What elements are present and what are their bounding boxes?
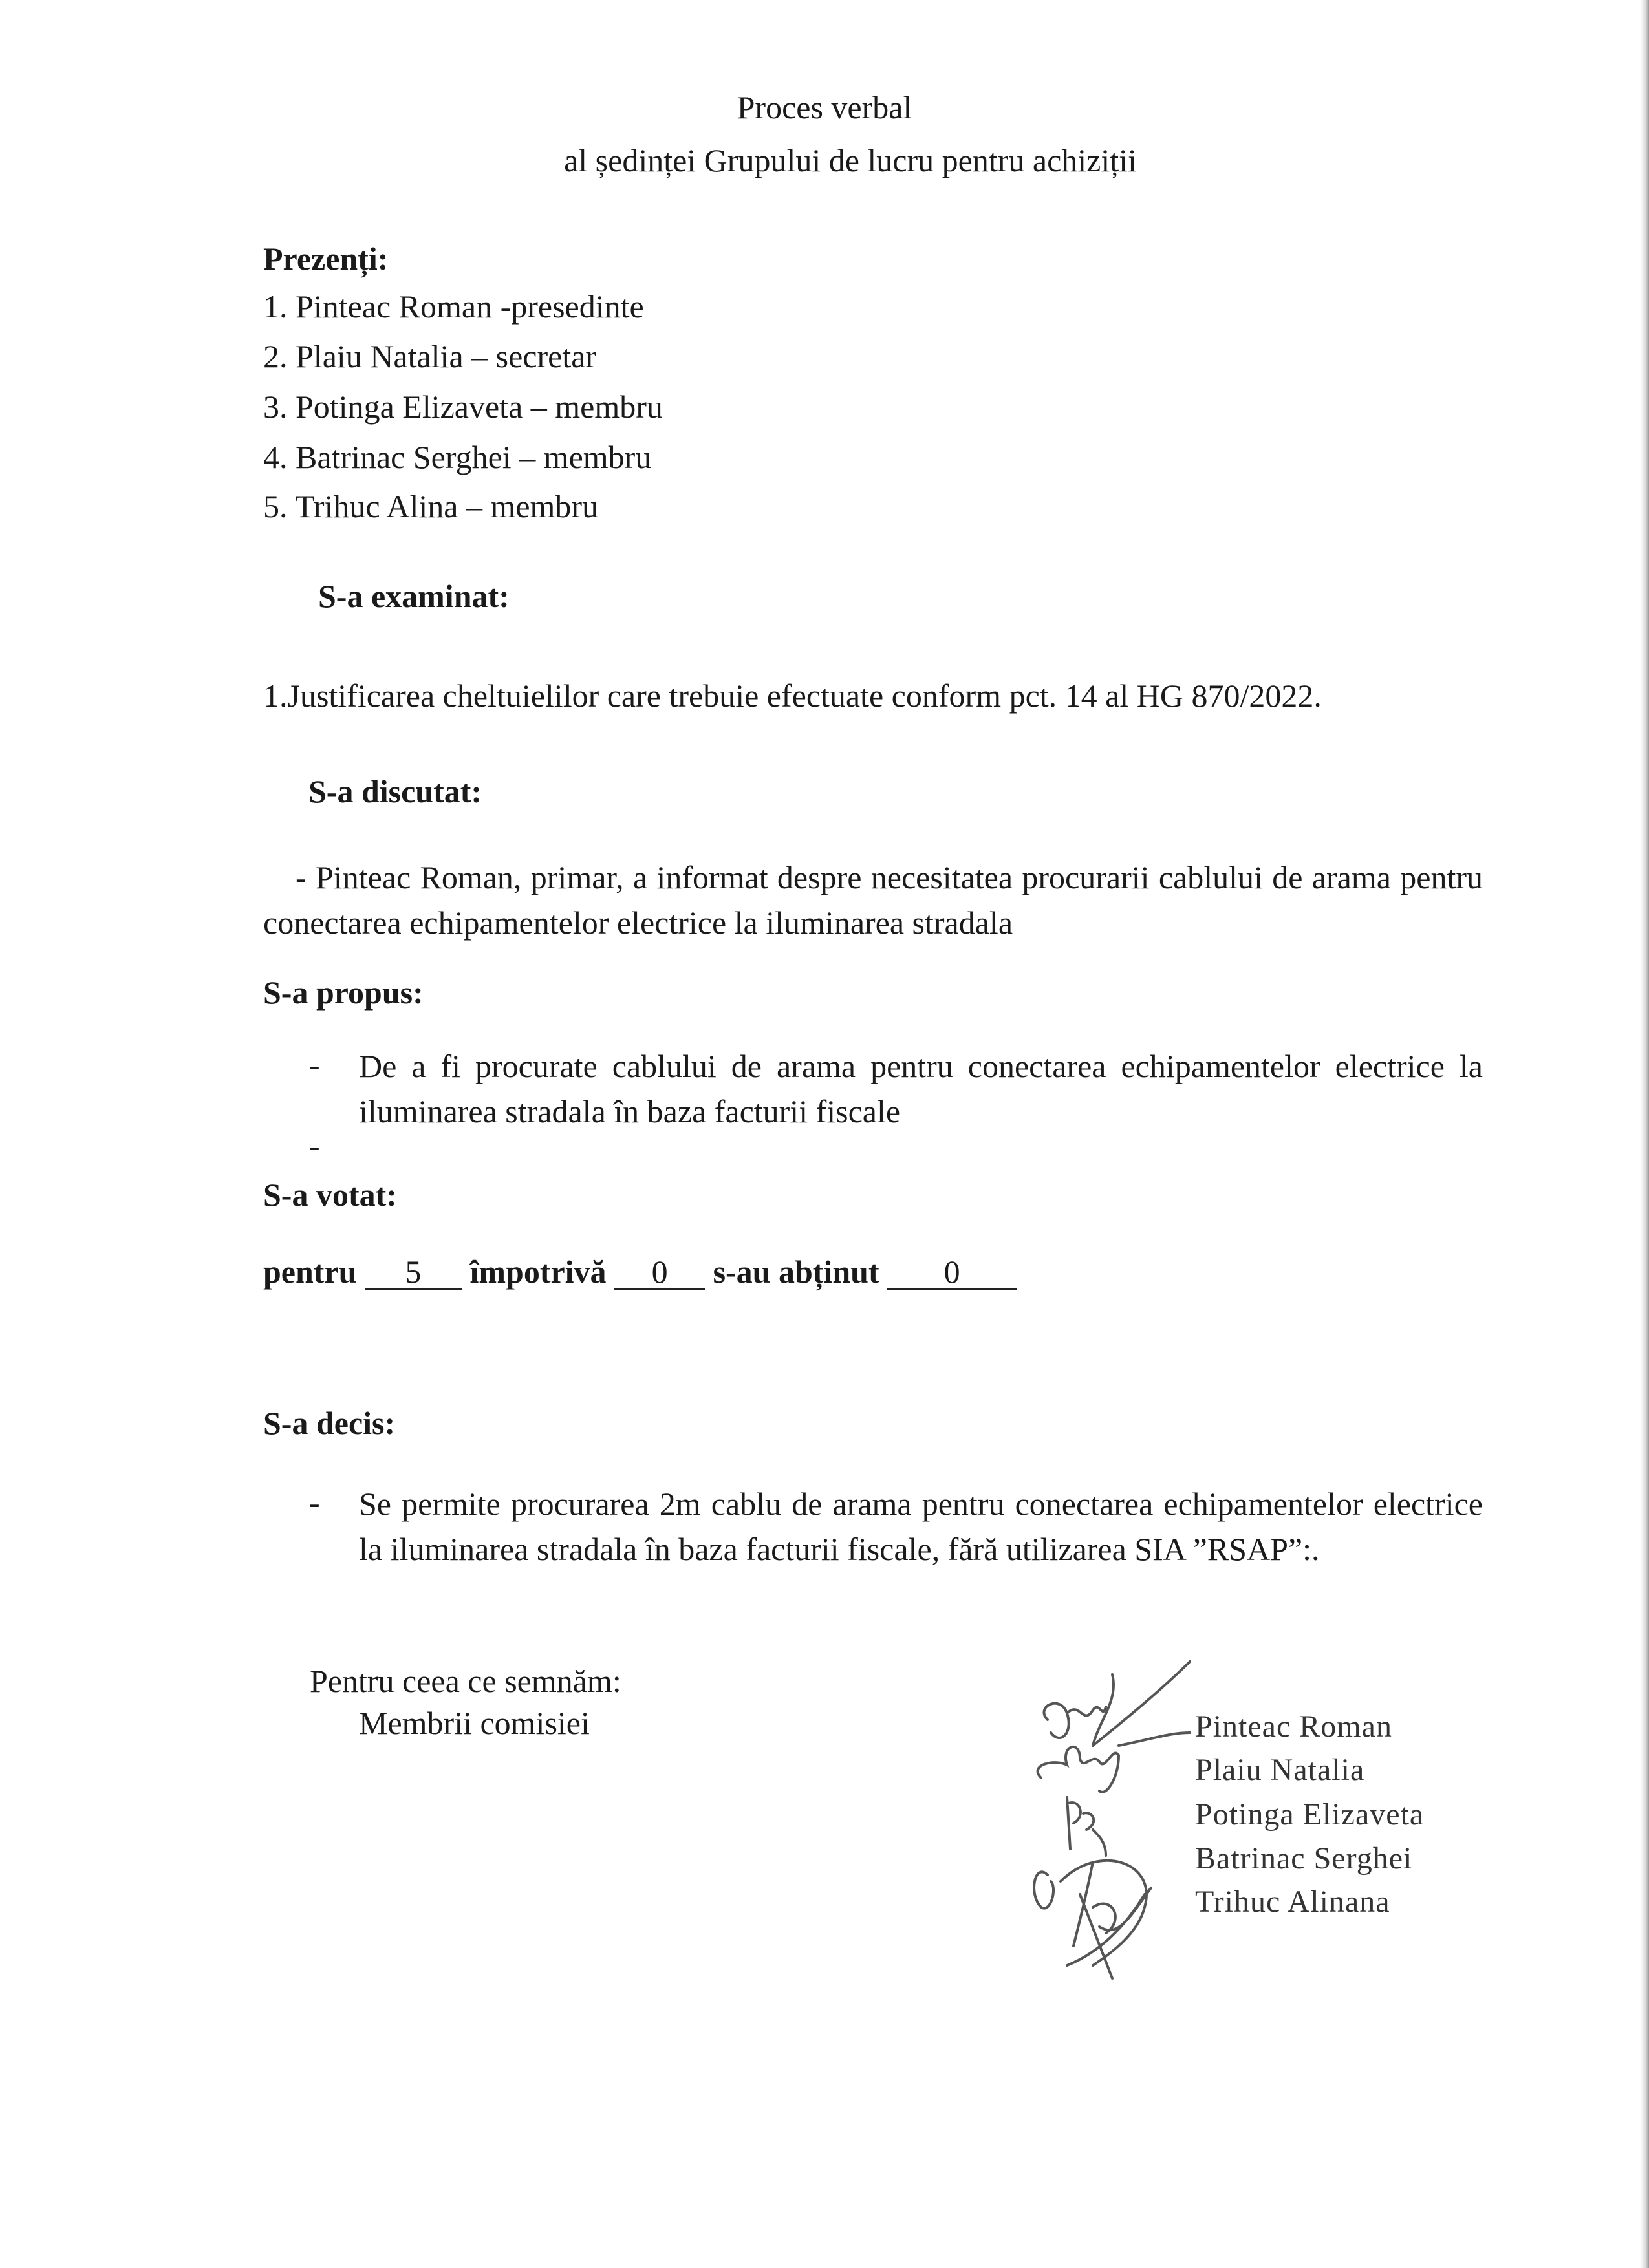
vote-against-label: împotrivă xyxy=(469,1254,607,1290)
proposed-text: De a fi procurate cablului de arama pentru conectarea echipamentelor electrice la iluminarea stradala în baza facturii fiscale xyxy=(359,1048,1483,1129)
present-item: 1. Pinteac Roman -presedinte xyxy=(263,288,644,325)
signature-group: Membrii comisiei xyxy=(359,1705,590,1741)
proposed-bullet: - xyxy=(309,1047,320,1083)
signature-pinteac xyxy=(1044,1662,1190,1746)
discussed-text: - Pinteac Roman, primar, a informat despre necesitatea procurarii cablului de arama pentru conectarea echipamentelor electrice la iluminarea stradala xyxy=(263,859,1483,941)
signature-trihuc xyxy=(1067,1888,1151,1978)
voted-heading: S-a votat: xyxy=(263,1177,397,1213)
signature-name: Plaiu Natalia xyxy=(1195,1753,1365,1787)
vote-against-value: 0 xyxy=(614,1256,705,1290)
signature-potinga xyxy=(1067,1797,1106,1856)
decided-bullet: - xyxy=(309,1484,320,1521)
document-title: Proces verbal xyxy=(737,89,912,125)
proposed-heading: S-a propus: xyxy=(263,974,424,1011)
examined-text: 1.Justificarea cheltuielilor care trebuie efectuate conform pct. 14 al HG 870/2022. xyxy=(263,678,1322,714)
proposed-empty-bullet: - xyxy=(309,1128,320,1164)
present-heading: Prezenți: xyxy=(263,241,389,277)
signature-plaiu xyxy=(1038,1733,1190,1792)
signature-intro: Pentru ceea ce semnăm: xyxy=(310,1663,621,1699)
present-item: 4. Batrinac Serghei – membru xyxy=(263,439,652,475)
signature-name: Potinga Elizaveta xyxy=(1195,1797,1425,1832)
vote-for-value: 5 xyxy=(365,1256,462,1290)
present-item: 3. Potinga Elizaveta – membru xyxy=(263,389,663,425)
present-item: 5. Trihuc Alina – membru xyxy=(263,488,599,524)
signature-name: Pinteac Roman xyxy=(1195,1709,1392,1744)
signature-name: Batrinac Serghei xyxy=(1195,1841,1413,1876)
examined-heading: S-a examinat: xyxy=(318,578,510,614)
vote-abstain-label: s-au abținut xyxy=(713,1254,879,1290)
vote-abstain-value: 0 xyxy=(887,1256,1017,1290)
present-item: 2. Plaiu Natalia – secretar xyxy=(263,338,597,374)
vote-line xyxy=(263,1254,1017,1291)
signature-batrinac xyxy=(1034,1861,1147,1965)
discussed-heading: S-a discutat: xyxy=(308,773,482,809)
document-subtitle: al ședinței Grupului de lucru pentru achiziții xyxy=(564,142,1137,178)
vote-for-label: pentru xyxy=(263,1254,357,1290)
signature-name: Trihuc Alinana xyxy=(1195,1885,1390,1919)
decided-heading: S-a decis: xyxy=(263,1405,396,1441)
scan-edge xyxy=(1640,0,1649,2268)
decided-text: Se permite procurarea 2m cablu de arama pentru conectarea echipamentelor electrice la iluminarea stradala în baza facturii fiscale, fără utilizarea SIA ”RSAP”:. xyxy=(359,1486,1483,1567)
